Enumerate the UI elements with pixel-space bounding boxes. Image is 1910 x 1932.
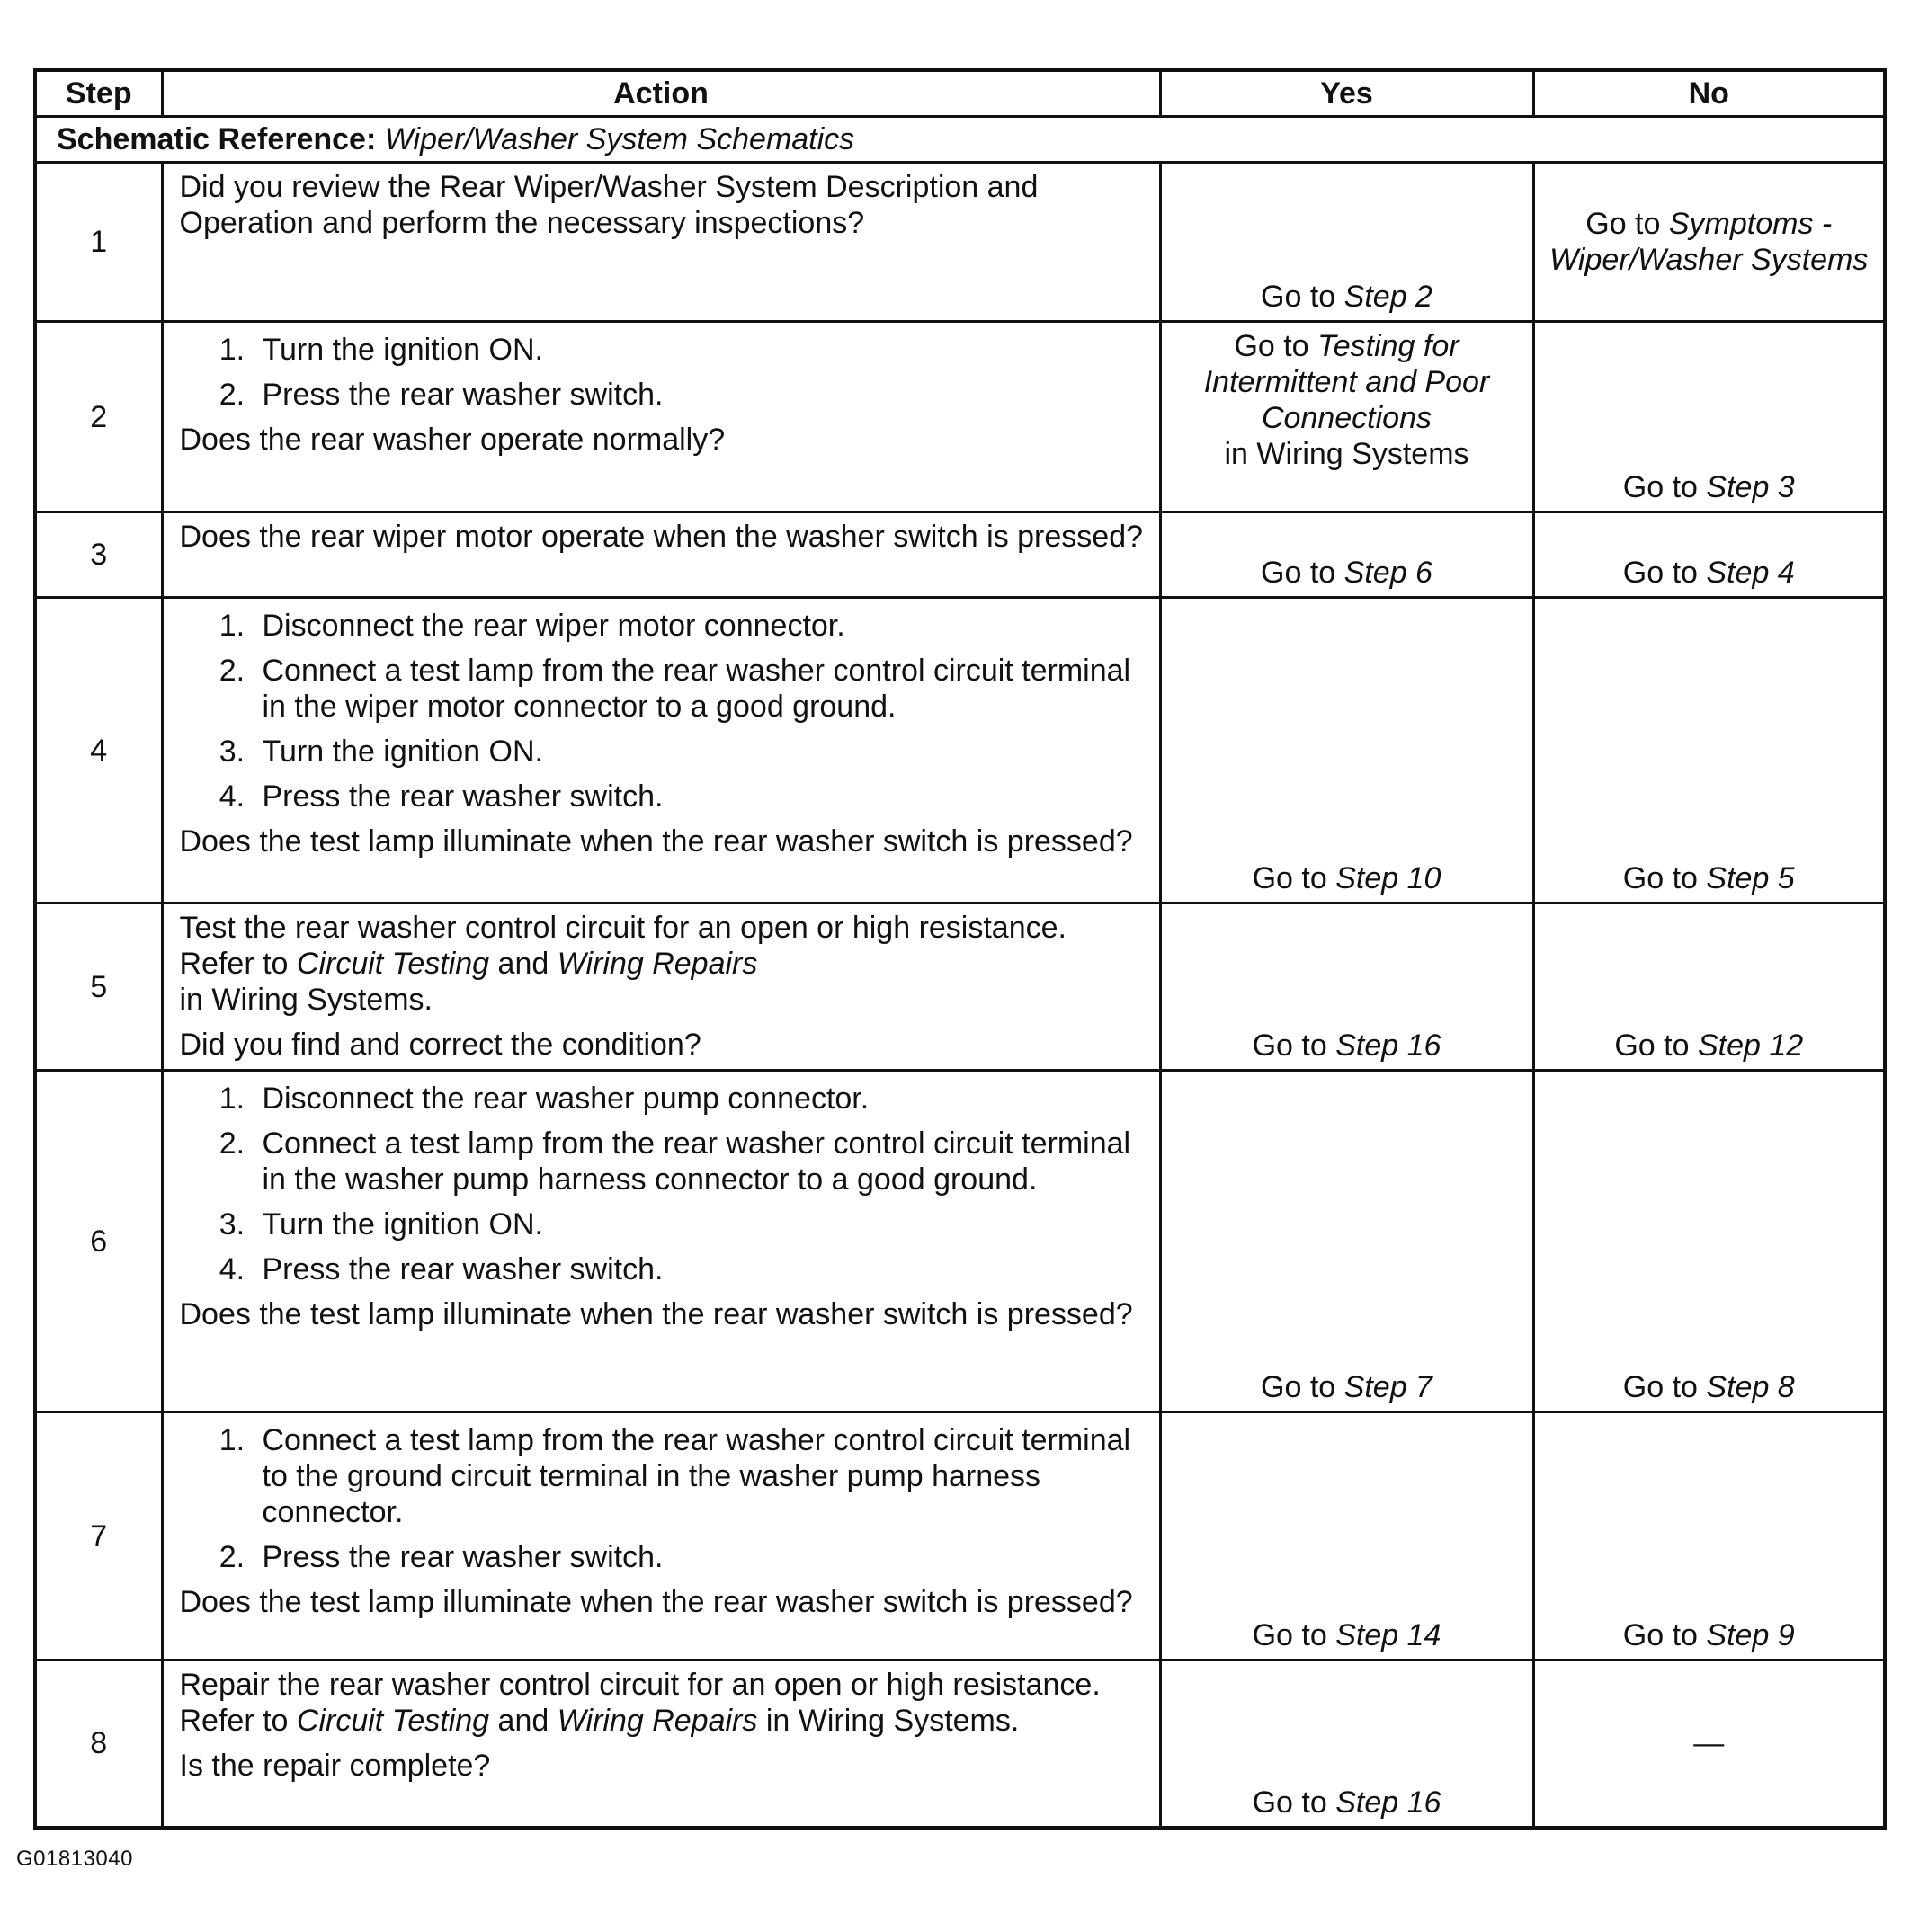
list-item: 2. Press the rear washer switch. [254,1539,1147,1575]
step-list [180,608,1147,815]
yes-cell [1160,598,1533,904]
no-prefix: Go to [1622,1370,1698,1404]
list-item: 1. Disconnect the rear wiper motor connector. [254,608,1147,644]
action-question: Does the test lamp illuminate when the rear washer switch is pressed? [179,1585,1133,1619]
list-item: 4. Press the rear washer switch. [254,779,1147,815]
action-text-part: in Wiring Systems. [765,1704,1020,1738]
no-prefix: Go to [1622,556,1698,590]
list-item: 3. Turn the ignition ON. [254,1206,1147,1242]
table-row [35,322,1885,512]
no-cell [1533,598,1885,904]
action-cell [162,1412,1160,1660]
yes-cell [1160,512,1533,598]
table-row [35,598,1885,904]
no-cell [1533,1071,1885,1412]
no-link[interactable]: Symptoms - Wiper/Washer Systems [1549,207,1869,277]
circuit-testing-link[interactable]: Circuit Testing [296,947,490,981]
no-prefix: Go to [1614,1028,1690,1063]
step-number: 4 [35,598,162,904]
action-text: Does the rear wiper motor operate when the washer switch is pressed? [179,520,1144,554]
action-text-part: and [497,947,549,981]
yes-prefix: Go to [1261,556,1336,590]
yes-prefix: Go to [1261,280,1336,314]
yes-link[interactable]: Step 16 [1335,1028,1441,1063]
action-cell [162,598,1160,904]
header-yes: Yes [1160,70,1533,117]
schematic-reference [35,117,1885,163]
yes-link[interactable]: Step 10 [1335,861,1441,895]
list-item: 1. Disconnect the rear washer pump connector. [254,1081,1147,1117]
step-number: 2 [35,322,162,512]
action-text-part: Repair the rear washer control circuit for an open or high resistance. Refer to [179,1668,1101,1738]
action-text [180,1667,1147,1739]
list-item: 2. Connect a test lamp from the rear washer control circuit terminal in the washer pump harness connector to a good ground. [254,1126,1147,1197]
no-link[interactable]: Step 3 [1706,470,1795,504]
table-row [35,1412,1885,1660]
no-cell [1533,904,1885,1071]
action-cell [162,904,1160,1071]
no-link[interactable]: Step 12 [1697,1028,1804,1063]
list-item: 3. Turn the ignition ON. [254,734,1147,770]
yes-link[interactable]: Step 7 [1343,1370,1432,1404]
step-number: 3 [35,512,162,598]
header-step: Step [35,70,162,117]
action-question: Did you find and correct the condition? [179,1028,701,1062]
yes-prefix: Go to [1261,1370,1336,1404]
action-text [180,910,1147,1018]
yes-link[interactable]: Testing for Intermittent and Poor Connections [1203,329,1490,435]
step-number: 8 [35,1660,162,1828]
figure-code: G01813040 [16,1847,133,1871]
step-number: 7 [35,1412,162,1660]
yes-prefix: Go to [1234,329,1309,363]
list-item: 2. Press the rear washer switch. [254,377,1147,413]
yes-cell [1160,1660,1533,1828]
yes-cell [1160,904,1533,1071]
table-row [35,1071,1885,1412]
yes-prefix: Go to [1252,1785,1327,1820]
no-cell [1533,1412,1885,1660]
wiring-repairs-link[interactable]: Wiring Repairs [557,947,758,981]
step-list [180,332,1147,413]
diagnostic-table-page [33,68,1883,1830]
schematic-reference-row [35,117,1885,163]
table-row [35,512,1885,598]
no-cell [1533,322,1885,512]
no-prefix: Go to [1622,1618,1698,1652]
no-cell [1533,512,1885,598]
wiring-repairs-link[interactable]: Wiring Repairs [557,1704,758,1738]
action-text-part: Test the rear washer control circuit for an open or high resistance. Refer to [179,911,1067,981]
no-prefix: Go to [1622,470,1698,504]
step-number: 5 [35,904,162,1071]
no-cell [1533,1660,1885,1828]
action-cell [162,163,1160,322]
action-question: Is the repair complete? [179,1749,491,1783]
list-item: 2. Connect a test lamp from the rear washer control circuit terminal in the wiper motor connector to a good ground. [254,653,1147,725]
yes-suffix: in Wiring Systems [1224,437,1469,471]
step-list [180,1422,1147,1575]
yes-prefix: Go to [1252,1028,1327,1063]
circuit-testing-link[interactable]: Circuit Testing [296,1704,490,1738]
no-cell [1533,163,1885,322]
no-link[interactable]: Step 9 [1706,1618,1795,1652]
action-text: Did you review the Rear Wiper/Washer System Description and Operation and perform the necessary inspections? [179,170,1039,240]
yes-prefix: Go to [1252,1618,1327,1652]
yes-cell [1160,322,1533,512]
action-question: Does the test lamp illuminate when the rear washer switch is pressed? [179,824,1133,859]
table-row [35,163,1885,322]
no-link[interactable]: Step 4 [1706,556,1795,590]
yes-link[interactable]: Step 6 [1343,556,1432,590]
schematic-reference-link[interactable]: Wiper/Washer System Schematics [384,122,855,156]
yes-link[interactable]: Step 2 [1343,280,1432,314]
no-prefix: Go to [1622,861,1698,895]
header-action: Action [162,70,1160,117]
table-row [35,904,1885,1071]
action-cell [162,322,1160,512]
action-cell [162,512,1160,598]
no-dash: — [1693,1726,1725,1761]
yes-link[interactable]: Step 14 [1335,1618,1441,1652]
schematic-reference-label: Schematic Reference: [57,122,377,156]
step-number: 1 [35,163,162,322]
list-item: 1. Connect a test lamp from the rear washer control circuit terminal to the ground circuit terminal in the washer pump harness connector. [254,1422,1147,1530]
header-no: No [1533,70,1885,117]
diagnostic-table [33,68,1887,1830]
no-link[interactable]: Step 8 [1706,1370,1795,1404]
table-row [35,1660,1885,1828]
list-item: 4. Press the rear washer switch. [254,1251,1147,1287]
action-text-part: in Wiring Systems. [179,983,433,1017]
action-cell [162,1660,1160,1828]
step-list [180,1081,1147,1287]
no-link[interactable]: Step 5 [1706,861,1795,895]
yes-cell [1160,1071,1533,1412]
yes-cell [1160,1412,1533,1660]
action-cell [162,1071,1160,1412]
yes-link[interactable]: Step 16 [1335,1785,1441,1820]
list-item: 1. Turn the ignition ON. [254,332,1147,368]
header-row [35,70,1885,117]
action-question: Does the rear washer operate normally? [179,423,726,457]
action-text-part: and [497,1704,549,1738]
yes-prefix: Go to [1252,861,1327,895]
step-number: 6 [35,1071,162,1412]
action-question: Does the test lamp illuminate when the rear washer switch is pressed? [179,1297,1133,1331]
yes-cell [1160,163,1533,322]
no-prefix: Go to [1585,207,1661,241]
